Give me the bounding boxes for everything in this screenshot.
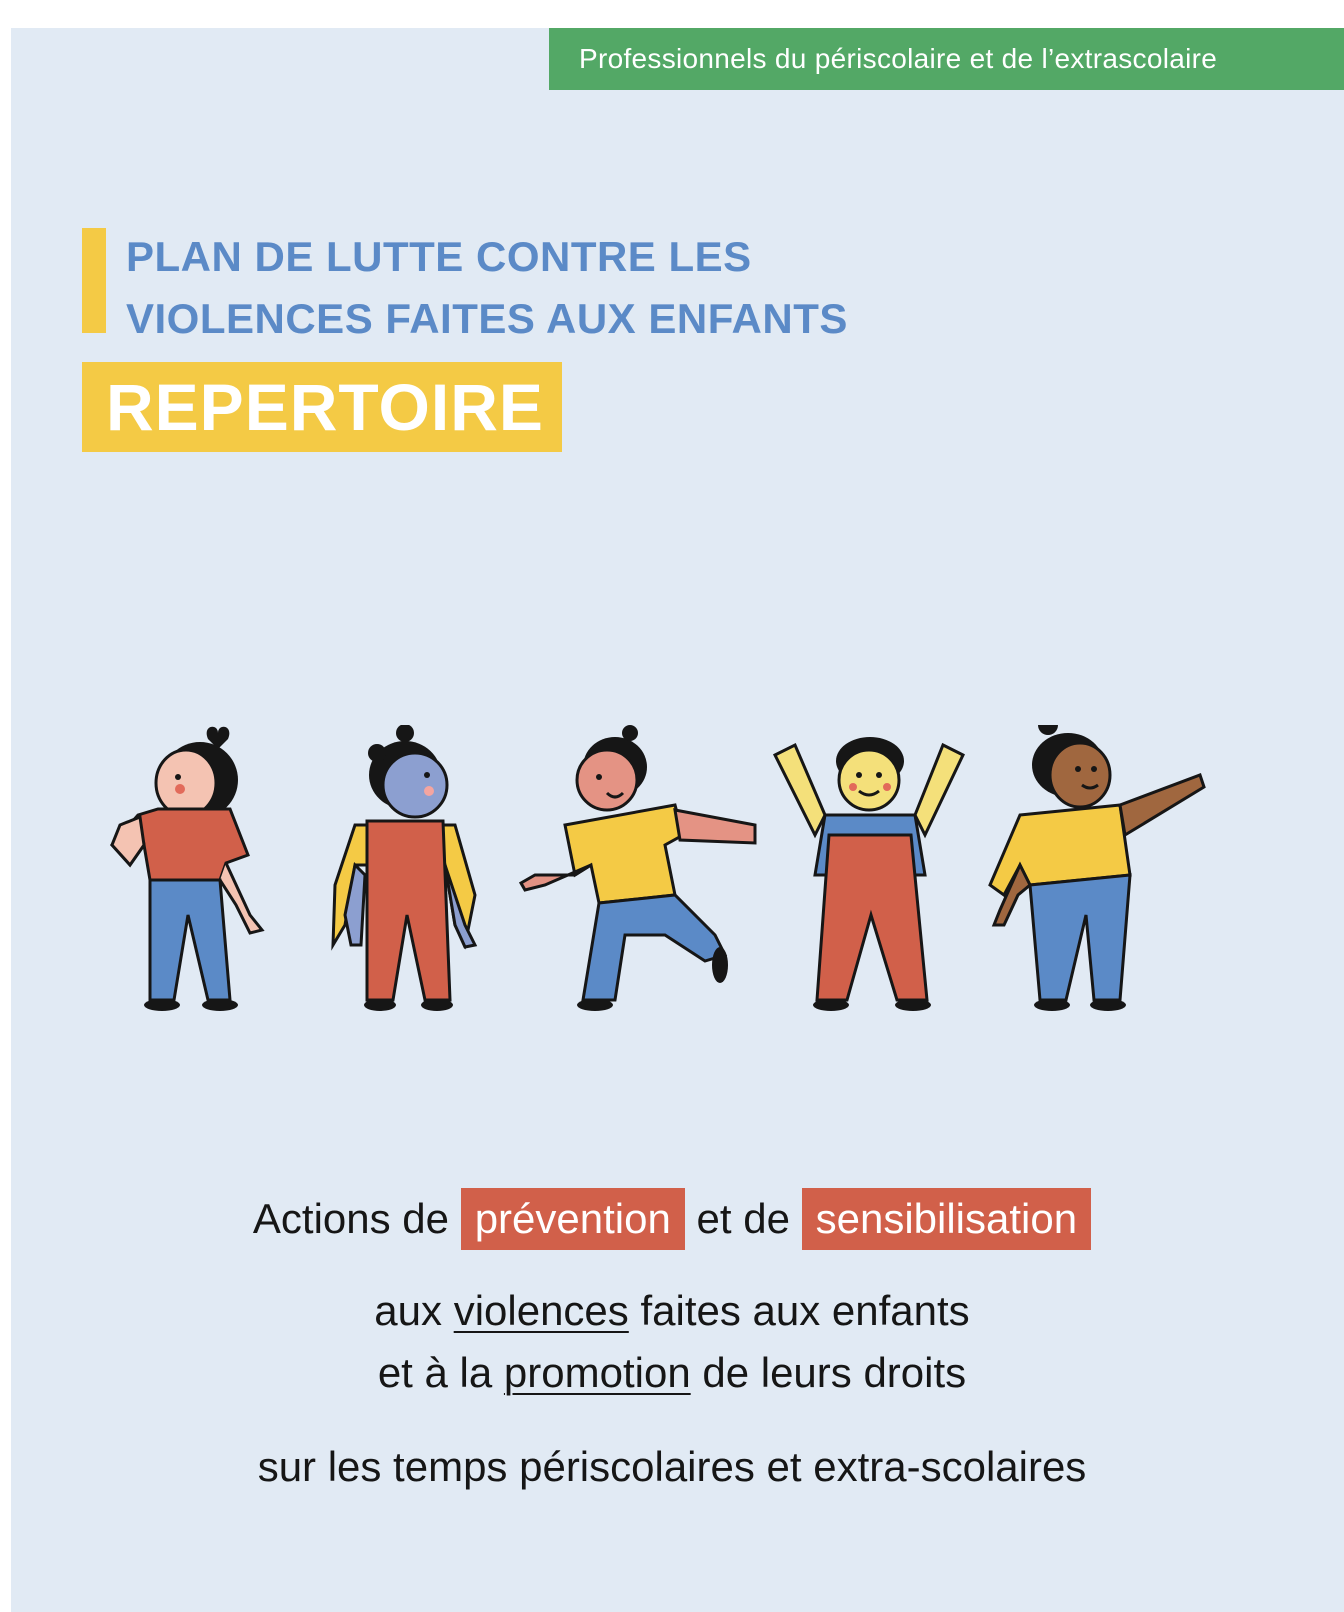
highlight-sensibilisation: sensibilisation xyxy=(802,1188,1091,1250)
tagline-line-2 xyxy=(0,1280,1344,1342)
child-1-figure xyxy=(112,727,262,1011)
tagline-actions: Actions de xyxy=(252,1195,450,1242)
tagline-aux: aux xyxy=(374,1287,443,1334)
underlined-violences: violences xyxy=(453,1287,629,1334)
highlight-prevention: prévention xyxy=(461,1188,685,1250)
tagline-et-de: et de xyxy=(696,1195,790,1242)
tagline-faites: faites aux enfants xyxy=(640,1287,970,1334)
title-accent-bar xyxy=(82,228,106,333)
child-5-figure xyxy=(990,725,1204,1011)
tagline-line-3 xyxy=(0,1342,1344,1404)
child-3-figure xyxy=(521,725,755,1011)
document-title xyxy=(126,226,848,350)
children-illustration xyxy=(100,725,1250,1045)
child-4-figure xyxy=(775,737,963,1011)
audience-tag: Professionnels du périscolaire et de l’extrascolaire xyxy=(549,28,1344,90)
child-2-figure xyxy=(333,725,475,1011)
underlined-promotion: promotion xyxy=(503,1349,691,1396)
repertoire-badge: REPERTOIRE xyxy=(82,362,562,452)
title-line-2: VIOLENCES FAITES AUX ENFANTS xyxy=(126,295,848,342)
tagline-line-4: sur les temps périscolaires et extra-scolaires xyxy=(257,1443,1087,1490)
tagline-et-a-la: et à la xyxy=(377,1349,493,1396)
title-line-1: PLAN DE LUTTE CONTRE LES xyxy=(126,233,752,280)
tagline-line-1 xyxy=(0,1188,1344,1254)
tagline-droits: de leurs droits xyxy=(702,1349,967,1396)
tagline-block xyxy=(0,1280,1344,1404)
